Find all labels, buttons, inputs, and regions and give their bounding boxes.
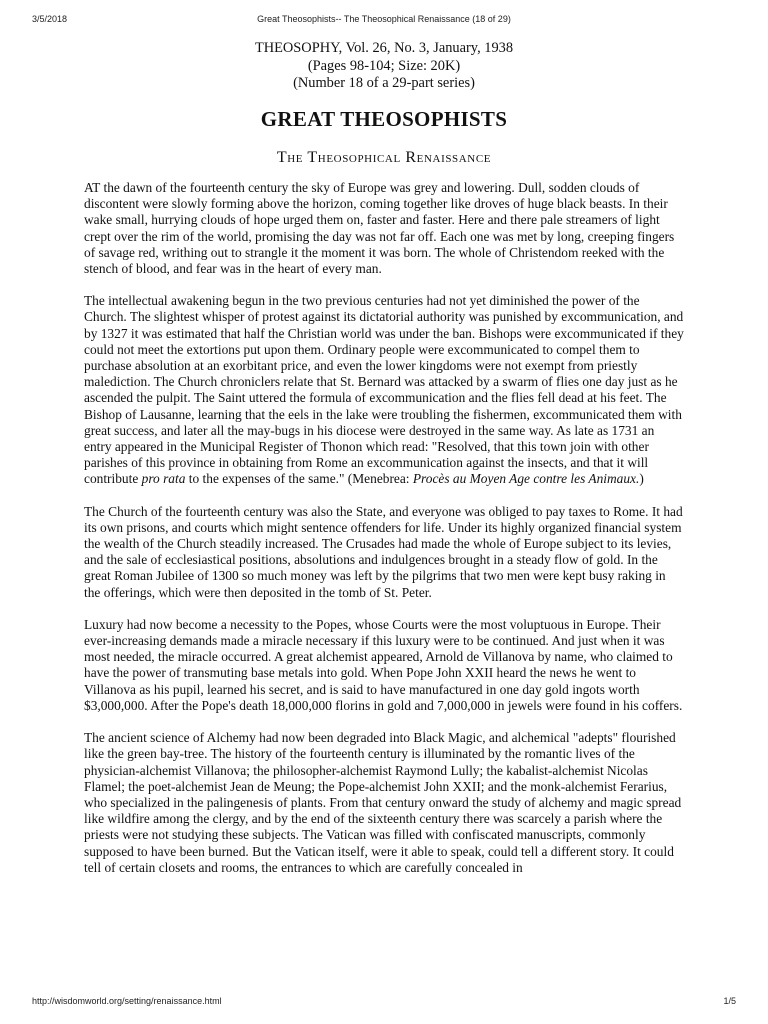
paragraph-2-text-mid: to the expenses of the same." (Menebrea: xyxy=(185,471,413,487)
meta-pages-line: (Pages 98-104; Size: 20K) xyxy=(307,57,461,74)
meta-series-line: (Number 18 of a 29-part series) xyxy=(293,75,475,91)
paragraph-5: The ancient science of Alchemy had now been degraded into Black Magic, and alchemical "adepts" flourished like the green bay-tree. The history of the fourteenth century is illuminated by the romantic lives of the physician-alchemist Villanova; the philosopher-alchemist Raymond Lully; the kabalist-alchemist Nicolas Flamel; the poet-alchemist Jean de Meung; the Pope-alchemist John XXII; and the monk-alchemist Ferarius, who specialized in the palingenesis of plants. From that century onward the study of alchemy and magic spread like wildfire among the clergy, and by the end of the sixteenth century there was scarcely a parish where the priests were not studying these subjects. The Vatican was filled with confiscated manuscripts, commonly supposed to have been burned. But the Vatican itself, were it able to speak, could tell a different story. It could tell of certain closets and rooms, the entrances to which are carefully concealed in xyxy=(84,730,682,875)
page-title: GREAT THEOSOPHISTS xyxy=(260,107,508,131)
paragraph-2 xyxy=(84,293,684,487)
article-subtitle: The Theosophical Renaissance xyxy=(276,149,492,166)
paragraph-3: The Church of the fourteenth century was also the State, and everyone was obliged to pay taxes to Rome. It had its own prisons, and courts which might sentence offenders for life. Under its highly organized financial system the wealth of the Church steadily increased. The Crusades had made the whole of Europe subject to its levies, and the sale of ecclesiastical positions, absolutions and indulgences brought in a steady flow of gold. In the great Roman Jubilee of 1300 so much money was left by the pilgrims that two men were kept busy raking in the offerings, which were then deposited in the tomb of St. Peter. xyxy=(84,503,683,600)
meta-journal-line: THEOSOPHY, Vol. 26, No. 3, January, 1938 xyxy=(254,40,514,56)
italic-pro-rata: pro rata xyxy=(141,471,186,487)
paragraph-2-text-end: ) xyxy=(639,471,644,487)
print-header xyxy=(32,14,736,28)
source-url-link[interactable]: http://wisdomworld.org/setting/renaissance.html xyxy=(32,996,222,1006)
print-page-title: Great Theosophists-- The Theosophical Renaissance (18 of 29) xyxy=(257,14,511,24)
print-footer xyxy=(32,996,736,1010)
paragraph-2-text: The intellectual awakening begun in the two previous centuries had not yet diminished the power of the Church. The slightest whisper of protest against its dictatorial authority was punished by excommunication, and by 1327 it was estimated that half the Christian world was under the ban. Bishops were excommunicated if they could not meet the extortions put upon them. Ordinary people were excommunicated to compel them to purchase absolution at an exorbitant price, and even the lower kingdoms were not exempt from priestly malediction. The Church chroniclers relate that St. Bernard was attacked by a swarm of flies one day just as he ascended the pulpit. The Saint uttered the formula of excommunication and the flies fell dead at his feet. The Bishop of Lausanne, learning that the eels in the lake were troubling the fishermen, excommunicated them with great success, and later all the may-bugs in his diocese were destroyed in the same way. As late as 1731 an entry appeared in the Municipal Register of Thonon which read: "Resolved, that this town join with other parishes of this province in obtaining from Rome an excommunication against the insects, and that it will contribute xyxy=(84,293,684,487)
paragraph-1: AT the dawn of the fourteenth century the sky of Europe was grey and lowering. Dull, sodden clouds of discontent were slowly forming above the horizon, coming together like droves of huge black beasts. In their wake small, hurrying clouds of hope urged them on, faster and faster. Here and there pale streamers of light crept over the rim of the world, promising the day was not far off. Each one was met by long, creeping fingers of savage red, writhing out to strangle it the moment it was born. The whole of Christendom reeked with the stench of blood, and fear was in the heart of every man. xyxy=(84,180,675,277)
print-date: 3/5/2018 xyxy=(32,14,68,24)
article-body xyxy=(84,180,684,892)
paragraph-4: Luxury had now become a necessity to the Popes, whose Courts were the most voluptuous in Europe. Their ever-increasing demands made a miracle necessary if this luxury were to be continued. And just when it was most needed, the miracle occurred. A great alchemist appeared, Arnold de Villanova by name, who claimed to have the power of transmuting base metals into gold. When Pope John XXII heard the news he went to Villanova as his pupil, learned his secret, and is said to have manufactured in one day gold ingots worth $3,000,000. After the Pope's death 18,000,000 florins in gold and 7,000,000 in jewels were found in his coffers. xyxy=(84,616,683,713)
italic-citation-title: Procès au Moyen Age contre les Animaux. xyxy=(412,471,640,487)
page-number: 1/5 xyxy=(723,996,736,1006)
publication-meta xyxy=(0,40,768,93)
